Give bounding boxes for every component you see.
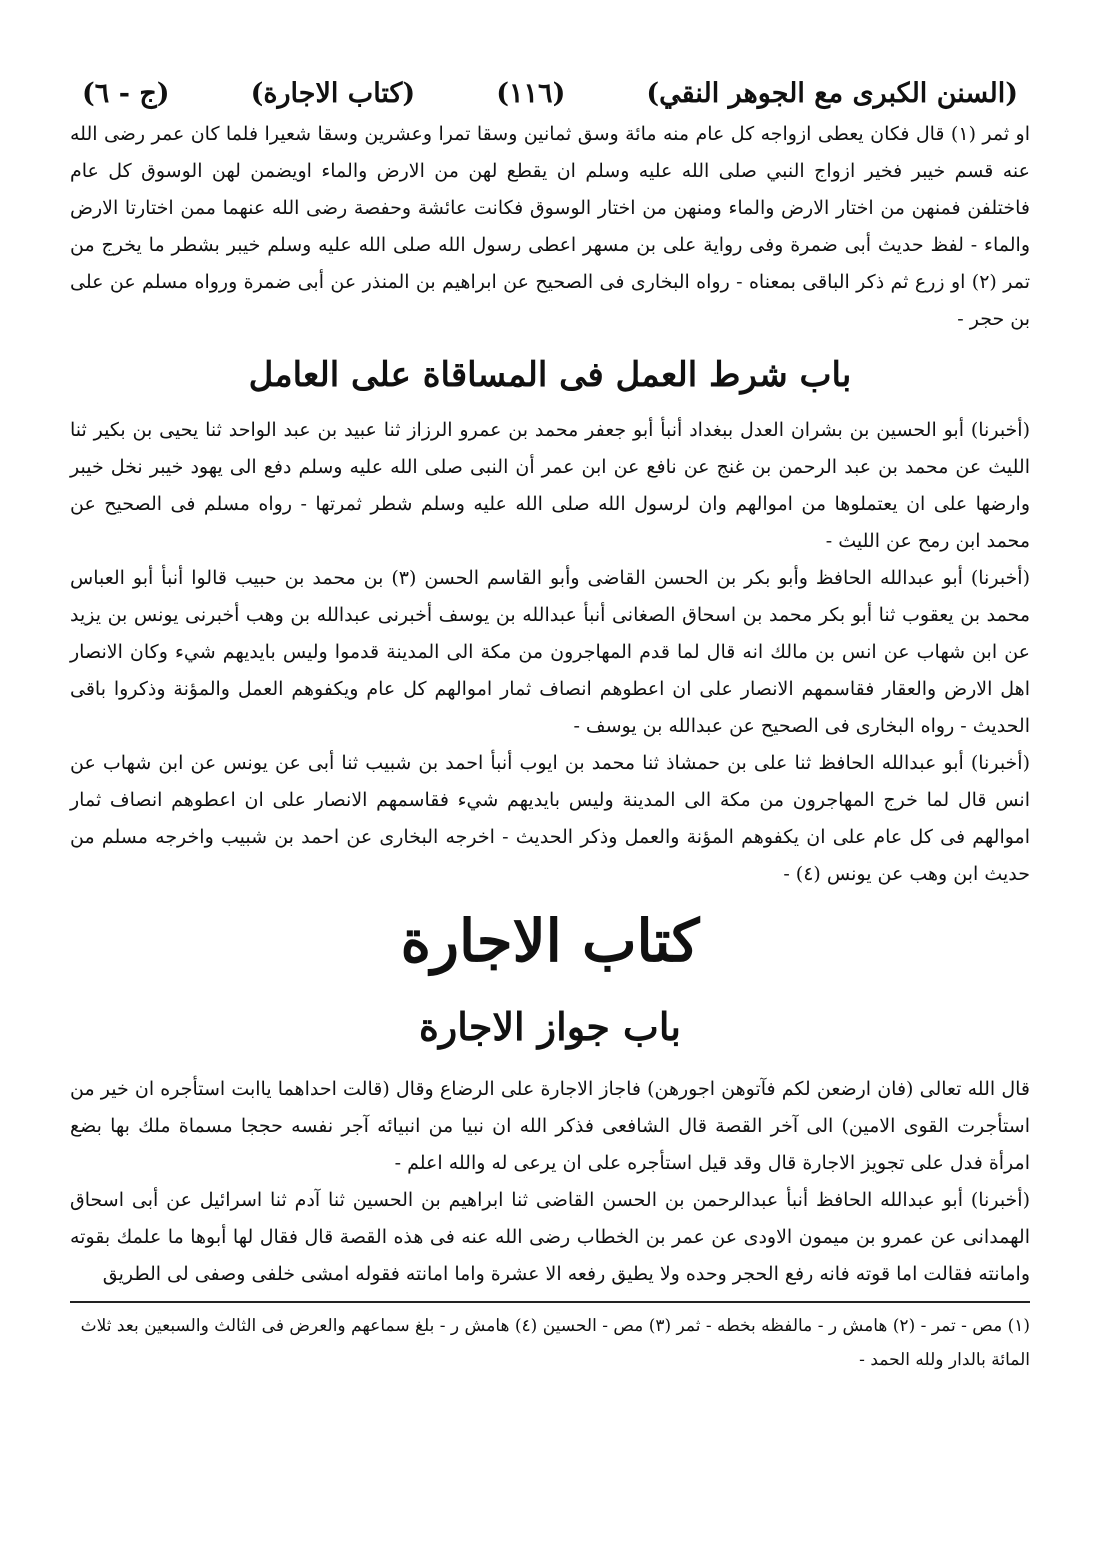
- header-book-title: (السنن الكبرى مع الجوهر النقي): [646, 77, 1018, 109]
- section-heading-musaqat: باب شرط العمل فى المساقاة على العامل: [248, 355, 852, 395]
- paragraph-hadith-ibn-umar: (أخبرنا) أبو الحسين بن بشران العدل ببغداد أنبأ أبو جعفر محمد بن عمرو الرزاز ثنا عبيد بن عبد الواحد ثنا يحيى بن بكير ثنا الليث عن محمد بن عبد الرحمن بن غنج عن نافع عن ابن عمر أن النبى صلى الله عليه وسلم دفع الى يهود خيبر نخل خيبر وارضها على ان يعتملوها من اموالهم وان لرسول الله صلى الله عليه وسلم شطر ثمرتها - رواه مسلم فى الصحيح عن محمد ابن رمح عن الليث -: [70, 419, 1030, 552]
- header-page-number: (١١٦): [496, 77, 566, 109]
- footnotes: (١) مص - تمر - (٢) هامش ر - مالفظه بخطه - ثمر (٣) مص - الحسين (٤) هامش ر - بلغ سماعهم والعرض فى الثالث والسبعين بعد ثلاث المائة بالدار ولله الحمد -: [80, 1316, 1030, 1370]
- header-volume: (ج - ٦): [82, 77, 170, 109]
- paragraph-khaybar-continuation: او ثمر (١) قال فكان يعطى ازواجه كل عام منه مائة وسق ثمانين وسقا تمرا وعشرين وسقا شعيرا فلما كان عمر رضى الله عنه قسم خيبر فخير ازواج النبي صلى الله عليه وسلم ان يقطع لهن من الارض والماء اويضمن لهن الوسوق كل عام فاختلفن فمنهن من اختار الارض والماء ومنهن من اختار الوسوق فكانت عائشة وحفصة رضى الله عنهما ممن اختارتا الارض والماء - لفظ حديث أبى ضمرة وفى رواية على بن مسهر اعطى رسول الله صلى الله عليه وسلم خيبر بشطر ما يخرج من تمر (٢) او زرع ثم ذكر الباقى بمعناه - رواه البخارى فى الصحيح عن ابراهيم بن المنذر عن أبى ضمرة ورواه مسلم عن على بن حجر -: [70, 123, 1030, 330]
- document-page: [70, 70, 1030, 1510]
- chapter-title-jawaz-ijara: باب جواز الاجارة: [419, 1004, 681, 1049]
- paragraph-hadith-anas-1: (أخبرنا) أبو عبدالله الحافظ وأبو بكر بن الحسن القاضى وأبو القاسم الحسن (٣) بن محمد بن حبيب قالوا أنبأ أبو العباس محمد بن يعقوب ثنا أبو بكر محمد بن اسحاق الصغانى أنبأ عبدالله بن يوسف أخبرنى عبدالله بن وهب أخبرنى يونس بن يزيد عن ابن شهاب عن انس بن مالك انه قال لما قدم المهاجرون من مكة الى المدينة قدموا وليس بايديهم شيء وكان الانصار اهل الارض والعقار فقاسمهم الانصار على ان اعطوهم انصاف ثمار اموالهم كل عام ويكفوهم العمل والمؤنة وذكروا باقى الحديث - رواه البخارى فى الصحيح عن عبدالله بن يوسف -: [70, 567, 1030, 737]
- footnote-divider: [70, 1301, 1030, 1303]
- paragraph-hadith-anas-2: (أخبرنا) أبو عبدالله الحافظ ثنا على بن حمشاذ ثنا محمد بن ايوب أنبأ احمد بن شبيب ثنا أبى عن يونس عن ابن شهاب عن انس قال لما خرج المهاجرون من مكة الى المدينة وليس بايديهم شيء فقاسمهم الانصار على ان اعطوهم انصاف ثمار اموالهم فى كل عام على ان يكفوهم المؤنة والعمل وذكر الحديث - اخرجه البخارى عن احمد بن شبيب واخرجه مسلم من حديث ابن وهب عن يونس (٤) -: [70, 752, 1030, 885]
- header-section-title: (كتاب الاجارة): [250, 77, 416, 109]
- book-title-ijara: كتاب الاجارة: [400, 907, 700, 975]
- page-header: [70, 70, 1030, 116]
- paragraph-hadith-umar: (أخبرنا) أبو عبدالله الحافظ أنبأ عبدالرحمن بن الحسن القاضى ثنا ابراهيم بن الحسين ثنا آدم ثنا اسرائيل عن أبى اسحاق الهمدانى عن عمرو بن ميمون الاودى عن عمر بن الخطاب رضى الله عنه فى هذه القصة قال فقال لها أبوها ما علمك بقوته وامانته فقالت اما قوته فانه رفع الحجر وحده ولا يطيق رفعه الا عشرة واما امانته فقوله امشى خلفى وصفى لى الطريق: [70, 1189, 1030, 1285]
- paragraph-quran-evidence: قال الله تعالى (فان ارضعن لكم فآتوهن اجورهن) فاجاز الاجارة على الرضاع وقال (قالت احداهما ياابت استأجره ان خير من استأجرت القوى الامين) الى آخر القصة قال الشافعى فذكر الله ان نبيا من انبيائه آجر نفسه حججا مسماة ملك بها بضع امرأة فدل على تجويز الاجارة قال وقد قيل استأجره على ان يرعى له والله اعلم -: [70, 1078, 1030, 1174]
